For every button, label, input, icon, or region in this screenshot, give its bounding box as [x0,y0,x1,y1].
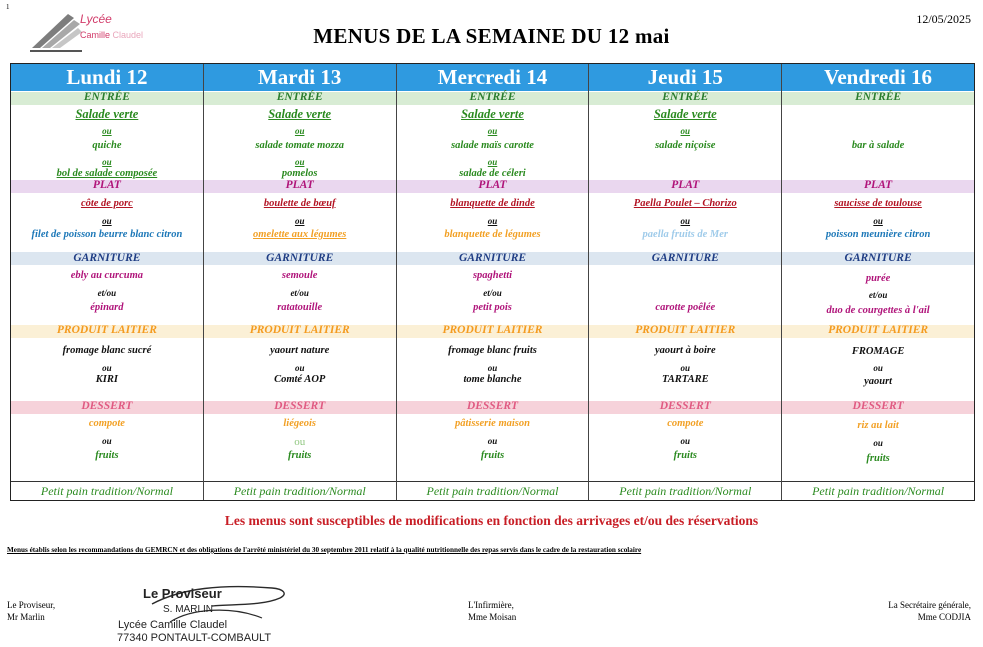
logo-text-lycee: Lycée [80,12,112,26]
menu-item: purée [865,273,891,284]
menu-item: poisson meunière citron [825,229,931,240]
recommendation-note: Menus établis selon les recommandations du GEMRCN et des obligations de l'arrêté ministériel du 30 septembre 2011 relatif à la qualité nutritionnelle des repas servis dans le cadre de la restauration scolaire [7,546,642,554]
connector-ou: ou [680,126,691,136]
category-laitier: PRODUIT LAITIER [635,324,736,336]
menu-item: FROMAGE [851,346,905,357]
menu-item: fruits [480,450,505,461]
bread-note: Petit pain tradition/Normal [782,481,974,500]
day-header: Jeudi 15 [589,64,781,91]
menu-item: épinard [90,302,124,313]
category-dessert: DESSERT [659,400,711,412]
connector-ou: ou [294,436,306,448]
connector-ou: ou [294,216,305,226]
category-laitier: PRODUIT LAITIER [442,324,543,336]
menu-item: yaourt à boire [654,345,716,356]
signature-secretaire [888,599,971,623]
bread-note: Petit pain tradition/Normal [11,481,203,500]
day-header: Lundi 12 [11,64,203,91]
bread-note: Petit pain tradition/Normal [204,481,396,500]
category-plat: PLAT [285,179,314,191]
connector-ou: ou [102,216,112,226]
menu-item: KIRI [95,374,118,385]
stamp-address: 77340 PONTAULT-COMBAULT [117,632,272,644]
connector-ou: ou [680,363,691,373]
menu-item: carotte poêlée [655,302,716,313]
connector-ou: ou [102,363,112,373]
menu-item: spaghetti [472,270,513,281]
menu-item: pomelos [281,168,318,179]
menu-item: salade maïs carotte [451,140,534,151]
menu-item: blanquette de légumes [444,229,541,240]
connector-ou: ou [487,363,498,373]
menu-item: fruits [288,450,312,461]
menu-item: omelette aux légumes [253,229,347,240]
connector-ou: ou [487,126,498,136]
menu-item: pâtisserie maison [455,418,530,429]
stamp-school: Lycée Camille Claudel [118,619,228,631]
connector-ou: ou [102,436,112,446]
connector-ou: ou [487,216,498,226]
menu-item: Comté AOP [274,374,326,385]
connector-etou: et/ou [97,288,117,298]
menu-item: Salade verte [653,107,717,121]
category-plat: PLAT [864,179,893,191]
day-header: Mercredi 14 [397,64,589,91]
category-entree: ENTRÉE [83,91,130,103]
connector-ou: ou [873,363,883,373]
category-garniture: GARNITURE [844,252,912,264]
connector-etou: et/ou [290,288,309,298]
category-entree: ENTRÉE [855,91,902,103]
category-garniture: GARNITURE [458,252,527,264]
signature-role: L'Infirmière, [468,600,514,610]
connector-ou: ou [873,216,883,226]
day-column-mercredi [397,64,590,500]
bread-note: Petit pain tradition/Normal [589,481,781,500]
connector-ou: ou [294,363,305,373]
category-dessert: DESSERT [466,400,519,412]
category-dessert: DESSERT [81,400,133,412]
menu-item: duo de courgettes à l'ail [826,305,930,316]
connector-ou: ou [873,438,883,448]
menu-item: yaourt [864,376,893,387]
category-garniture: GARNITURE [651,252,719,264]
menu-item: saucisse de toulouse [834,198,922,209]
menu-table [10,63,975,501]
menu-item: fruits [95,450,119,461]
connector-ou: ou [487,436,498,446]
stamp-name: S. MARLIN [163,604,214,615]
menu-item: fromage blanc fruits [448,345,537,356]
connector-ou: ou [294,157,305,167]
menu-item: filet de poisson beurre blanc citron [31,229,183,240]
menu-item: bol de salade composée [56,168,158,179]
menu-item: yaourt nature [270,345,330,356]
bread-note: Petit pain tradition/Normal [397,481,589,500]
category-entree: ENTRÉE [469,91,516,103]
menu-item: ratatouille [277,302,323,313]
menu-item: salade niçoise [655,140,716,151]
category-entree: ENTRÉE [662,91,709,103]
page-title: MENUS DE LA SEMAINE DU 12 mai [313,24,670,48]
menu-item: fruits [673,450,697,461]
menu-item: Salade verte [268,107,332,121]
menu-item: compote [667,418,704,429]
menu-item: semoule [281,270,318,281]
menu-item: fromage blanc sucré [62,345,152,356]
menu-item: blanquette de dinde [450,198,535,209]
menu-item: côte de porc [80,198,133,209]
category-plat: PLAT [92,179,121,191]
menu-item: Salade verte [75,107,139,121]
category-dessert: DESSERT [852,400,904,412]
menu-item: petit pois [473,302,512,313]
menu-item: fruits [866,453,890,464]
menu-item: compote [88,418,125,429]
menu-item: bar à salade [851,140,905,151]
disclaimer-text: Les menus sont susceptibles de modifications en fonction des arrivages et/ou des réservations [224,513,759,528]
connector-ou: ou [102,157,112,167]
day-column-mardi [204,64,397,500]
signature-role: La Secrétaire générale, [888,600,971,610]
category-entree: ENTRÉE [276,91,323,103]
menu-item: tome blanche [463,374,522,385]
day-column-jeudi [589,64,782,500]
signature-infirmiere [468,599,516,623]
menu-item: boulette de bœuf [263,198,336,209]
category-garniture: GARNITURE [266,252,334,264]
menu-item: paella fruits de Mer [642,229,729,240]
document-date: 12/05/2025 [916,12,971,26]
category-laitier: PRODUIT LAITIER [249,324,350,336]
category-plat: PLAT [671,179,700,191]
category-laitier: PRODUIT LAITIER [56,324,157,336]
connector-ou: ou [102,126,112,136]
day-header: Vendredi 16 [782,64,974,91]
connector-ou: ou [680,436,691,446]
menu-item: ebly au curcuma [70,270,144,281]
page-number: 1 [6,3,10,11]
connector-etou: et/ou [483,288,502,298]
menu-item: salade de céleri [459,168,526,179]
menu-item: quiche [92,140,122,151]
menu-item: liégeois [283,418,317,429]
menu-item: Salade verte [461,107,524,121]
logo-text-school: Camille Claudel [80,30,144,40]
category-laitier: PRODUIT LAITIER [828,324,929,336]
category-plat: PLAT [478,179,507,191]
category-dessert: DESSERT [274,400,326,412]
menu-item: Paella Poulet – Chorizo [633,198,737,209]
day-column-lundi [11,64,204,500]
signature-role: Le Proviseur, [7,600,56,610]
menu-item: salade tomate mozza [255,140,345,151]
signature-name: Mme CODJIA [917,612,971,622]
signature-proviseur [7,599,55,623]
menu-item: TARTARE [661,374,709,385]
connector-ou: ou [487,157,498,167]
stamp-title: Le Proviseur [143,586,222,601]
signature-name: Mr Marlin [7,612,45,622]
connector-ou: ou [680,216,691,226]
signature-name: Mme Moisan [468,612,517,622]
connector-ou: ou [294,126,305,136]
connector-etou: et/ou [868,290,888,300]
day-column-vendredi [782,64,974,500]
menu-item: riz au lait [857,420,899,431]
category-garniture: GARNITURE [73,252,141,264]
day-header: Mardi 13 [204,64,396,91]
